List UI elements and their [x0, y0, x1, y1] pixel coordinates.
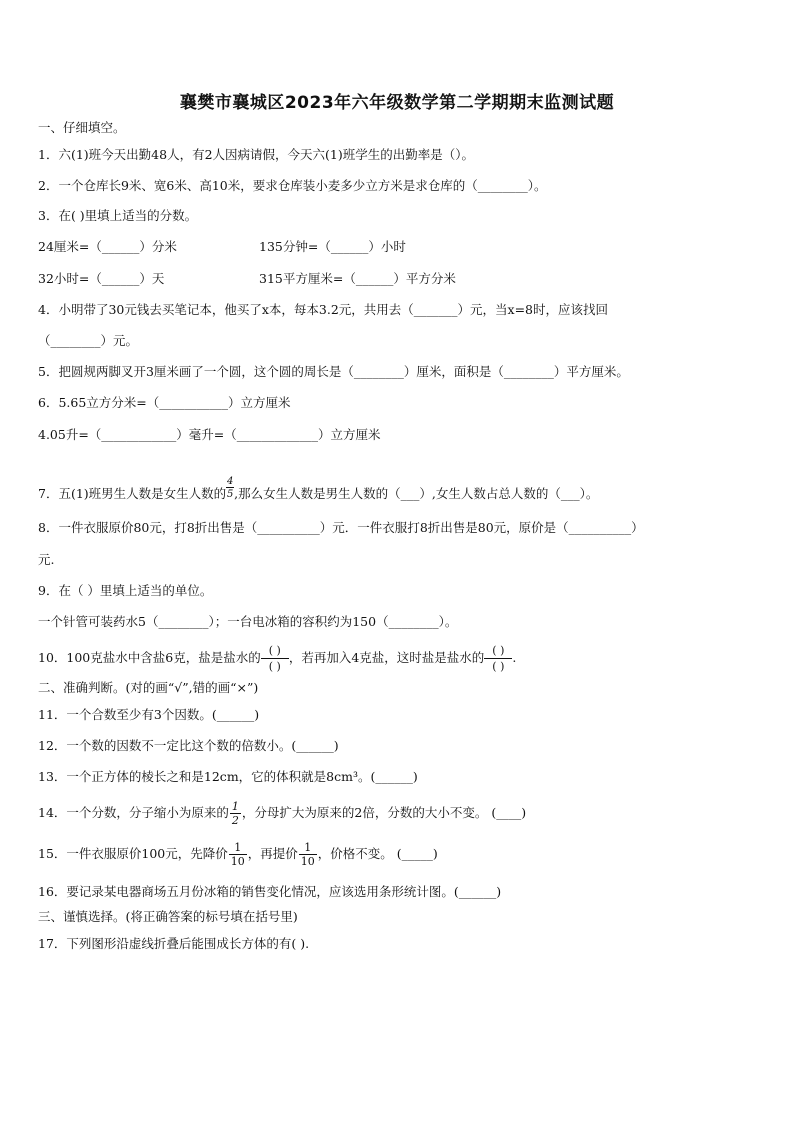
- section-heading-fill-in: 一、仔细填空。: [38, 120, 126, 135]
- question-8-line-2: 元.: [38, 552, 55, 567]
- fraction-denominator: 5: [226, 489, 234, 500]
- question-14-fraction: [230, 800, 241, 827]
- question-10-middle: ，若再加入4克盐，这时盐是盐水的: [288, 650, 485, 665]
- blank-denominator: ( ): [268, 660, 281, 673]
- fraction-denominator: 10: [230, 855, 245, 868]
- question-6-line-2: 4.05升=（____________）毫升=（_____________）立方厘米: [38, 427, 381, 442]
- fraction-numerator: 1: [299, 841, 317, 855]
- question-13: 13．一个正方体的棱长之和是12cm，它的体积就是8cm³。(______): [38, 769, 418, 784]
- question-3: 3．在( )里填上适当的分数。: [38, 208, 198, 223]
- blank-numerator: ( ): [484, 643, 512, 659]
- question-15-prefix: 15．一件衣服原价100元，先降价: [38, 846, 228, 861]
- question-3-item-a: 24厘米=（______）分米: [38, 239, 177, 254]
- question-7-suffix: ,那么女生人数是男生人数的（___）,女生人数占总人数的（___）。: [234, 486, 599, 501]
- fraction-numerator: 4: [226, 476, 234, 487]
- question-15-fraction-2: [299, 841, 317, 868]
- question-11: 11．一个合数至少有3个因数。(______): [38, 707, 260, 722]
- question-7-prefix: 7．五(1)班男生人数是女生人数的: [38, 486, 227, 501]
- question-10: [38, 641, 516, 675]
- question-14-prefix: 14．一个分数，分子缩小为原来的: [38, 805, 229, 820]
- question-4-line-1: 4．小明带了30元钱去买笔记本，他买了x本，每本3.2元，共用去（_______）元，当x=8时，应该找回: [38, 302, 609, 317]
- exam-title: 襄樊市襄城区2023年六年级数学第二学期期末监测试题: [179, 93, 615, 113]
- question-3-item-b: 135分钟=（______）小时: [259, 239, 406, 254]
- question-9: 9．在（ ）里填上适当的单位。: [38, 583, 213, 598]
- question-14-suffix: ，分母扩大为原来的2倍，分数的大小不变。 (____): [241, 805, 527, 820]
- question-4-line-2: （________）元。: [38, 333, 139, 348]
- question-1: 1．六(1)班今天出勤48人，有2人因病请假，今天六(1)班学生的出勤率是（）。: [38, 147, 474, 162]
- fraction-numerator: 1: [229, 841, 247, 855]
- question-3-item-d: 315平方厘米=（______）平方分米: [259, 271, 456, 286]
- fraction-denominator: 10: [300, 855, 315, 868]
- question-8-line-1: 8．一件衣服原价80元，打8折出售是（__________）元．一件衣服打8折出售是80元，原价是（__________）: [38, 520, 644, 535]
- section-heading-choice: 三、谨慎选择。(将正确答案的标号填在括号里): [38, 909, 298, 924]
- question-14: [38, 798, 526, 828]
- blank-denominator: ( ): [492, 660, 505, 673]
- question-15-suffix: ，价格不变。 (_____): [317, 846, 438, 861]
- question-10-prefix: 10．100克盐水中含盐6克，盐是盐水的: [38, 650, 261, 665]
- fraction-numerator: 1: [231, 800, 239, 813]
- blank-numerator: ( ): [261, 643, 289, 659]
- question-17: 17．下列图形沿虚线折叠后能围成长方体的有( ).: [38, 936, 310, 951]
- blank-fraction-2: [484, 643, 512, 674]
- question-15: [38, 838, 438, 870]
- question-15-fraction-1: [229, 841, 247, 868]
- question-3-item-c: 32小时=（______）天: [38, 271, 165, 286]
- section-heading-judgement: 二、准确判断。(对的画“√”,错的画“×”): [38, 680, 259, 695]
- question-9-item: 一个针管可装药水5（________）；一台电冰箱的容积约为150（________）。: [38, 614, 458, 629]
- blank-fraction-1: [261, 643, 289, 674]
- question-12: 12．一个数的因数不一定比这个数的倍数小。(______): [38, 738, 339, 753]
- question-5: 5．把圆规两脚叉开3厘米画了一个圆，这个圆的周长是（________）厘米，面积是（________）平方厘米。: [38, 364, 629, 379]
- question-2: 2．一个仓库长9米、宽6米、高10米，要求仓库装小麦多少立方米是求仓库的（________）。: [38, 178, 547, 193]
- question-10-end: .: [512, 650, 517, 665]
- fraction-denominator: 2: [231, 814, 239, 827]
- question-16: 16．要记录某电器商场五月份冰箱的销售变化情况，应该选用条形统计图。(______): [38, 884, 502, 899]
- question-6-line-1: 6．5.65立方分米=（___________）立方厘米: [38, 395, 291, 410]
- question-15-middle: ，再提价: [247, 846, 298, 861]
- question-7: [38, 476, 599, 502]
